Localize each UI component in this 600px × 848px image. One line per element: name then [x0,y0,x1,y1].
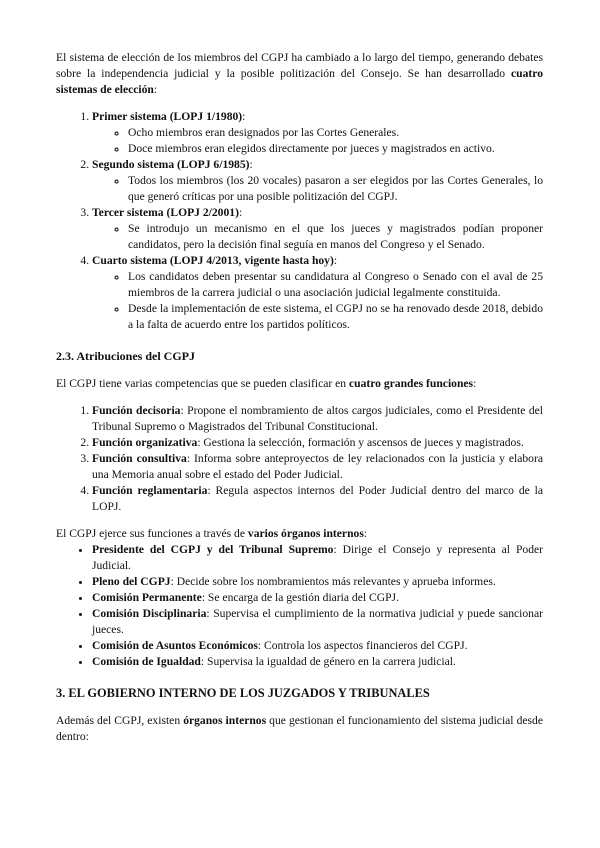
organ-text: : Supervisa la igualdad de género en la carrera judicial. [200,655,456,668]
spacer [56,515,543,526]
function-item [92,435,543,451]
functions-intro-text: El CGPJ tiene varias competencias que se pueden clasificar en [56,377,349,390]
function-item [92,483,543,515]
election-systems-list [56,109,543,333]
system-subitem: ◦ Doce miembros eran elegidos directamente por jueces y magistrados en activo. [128,141,543,157]
function-title: Función organizativa [92,436,198,449]
organs-intro-text: El CGPJ ejerce sus funciones a través de [56,527,248,540]
section-3-end: que gestionan el funcionamiento del sistema judicial desde dentro: [56,714,543,743]
organ-text: : Dirige el Consejo y representa al Poder Judicial. [92,543,543,572]
section-2-3-heading: 2.3. Atribuciones del CGPJ [56,349,196,363]
organs-list [56,542,543,670]
system-item [92,253,543,333]
section-3-heading: 3. EL GOBIERNO INTERNO DE LOS JUZGADOS Y TRIBUNALES [56,686,430,700]
system-subitem: ◦ Se introdujo un mecanismo en el que los jueces y magistrados podían proponer candidatos, pero la decisión final seguía en manos del Congreso y el Senado. [128,221,543,253]
document-page [56,50,543,745]
system-title: Primer sistema (LOPJ 1/1980) [92,110,243,123]
system-sep: : [249,158,253,171]
system-title: Segundo sistema (LOPJ 6/1985) [92,158,250,171]
system-sublist [92,173,543,205]
function-item [92,403,543,435]
system-subitem: ◦ Desde la implementación de este sistema, el CGPJ no se ha renovado desde 2018, debido a la falta de acuerdo entre los partidos políticos. [128,301,543,333]
function-text: : Regula aspectos internos del Poder Judicial dentro del marco de la LOPJ. [92,484,543,513]
function-item [92,451,543,483]
function-text: : Propone el nombramiento de altos cargos judiciales, como el Presidente del Tribunal Supremo o Magistrados del Tribunal Constitucional. [92,404,543,433]
function-text: : Gestiona la selección, formación y ascensos de jueces y magistrados. [197,436,524,449]
system-item [92,109,543,157]
organ-item [92,542,543,574]
system-item [92,205,543,253]
organ-item [92,590,543,606]
section-3-paragraph [56,713,543,745]
organ-title: Comisión Disciplinaria [92,607,207,620]
organ-item [92,638,543,654]
system-sublist [92,269,543,333]
organ-text: : Se encarga de la gestión diaria del CGPJ. [201,591,399,604]
organ-item [92,606,543,638]
function-title: Función consultiva [92,452,187,465]
system-item [92,157,543,205]
organs-intro [56,526,543,542]
system-subitem: ◦ Los candidatos deben presentar su candidatura al Congreso o Senado con el aval de 25 miembros de la carrera judicial o una asociación judicial legalmente constituida. [128,269,543,301]
system-subitem: ◦ Todos los miembros (los 20 vocales) pasaron a ser elegidos por las Cortes Generales, lo que generó críticas por una posible politización del CGPJ. [128,173,543,205]
organ-title: Comisión de Asuntos Económicos [92,639,258,652]
organ-item [92,574,543,590]
organ-item [92,654,543,670]
organ-text: : Supervisa el cumplimiento de la normativa judicial y puede sancionar jueces. [92,607,543,636]
section-3-text: Además del CGPJ, existen [56,714,184,727]
section-3-bold: órganos internos [183,714,267,727]
organs-intro-end: : [363,527,368,540]
functions-list [56,403,543,515]
functions-intro [56,376,543,392]
organs-intro-bold: varios órganos internos [247,527,364,540]
function-title: Función reglamentaria [92,484,208,497]
system-sep: : [238,206,243,219]
system-title: Tercer sistema (LOPJ 2/2001) [92,206,239,219]
system-sublist [92,221,543,253]
system-subitem: ◦ Ocho miembros eran designados por las Cortes Generales. [128,125,543,141]
organ-title: Presidente del CGPJ y del Tribunal Supremo [92,543,334,556]
system-sep: : [242,110,246,123]
functions-intro-bold: cuatro grandes funciones [348,377,474,390]
intro-bold: cuatro sistemas de elección [56,67,543,96]
intro-text: El sistema de elección de los miembros del CGPJ ha cambiado a lo largo del tiempo, generando debates sobre la independencia judicial y la posible politización del Consejo. Se han desarrollado [56,51,543,80]
system-title: Cuarto sistema (LOPJ 4/2013, vigente hasta hoy) [92,254,334,267]
system-sublist [92,125,543,157]
intro-paragraph [56,50,543,98]
organ-text: : Controla los aspectos financieros del CGPJ. [257,639,468,652]
function-title: Función decisoria [92,404,181,417]
function-text: : Informa sobre anteproyectos de ley relacionados con la justicia y elabora una Memoria anual sobre el estado del Poder Judicial. [92,452,543,481]
organ-title: Pleno del CGPJ [92,575,171,588]
organ-title: Comisión Permanente [92,591,202,604]
functions-intro-end: : [473,377,477,390]
organ-title: Comisión de Igualdad [92,655,201,668]
organ-text: : Decide sobre los nombramientos más relevantes y aprueba informes. [170,575,496,588]
system-sep: : [333,254,338,267]
intro-end: : [153,83,158,96]
